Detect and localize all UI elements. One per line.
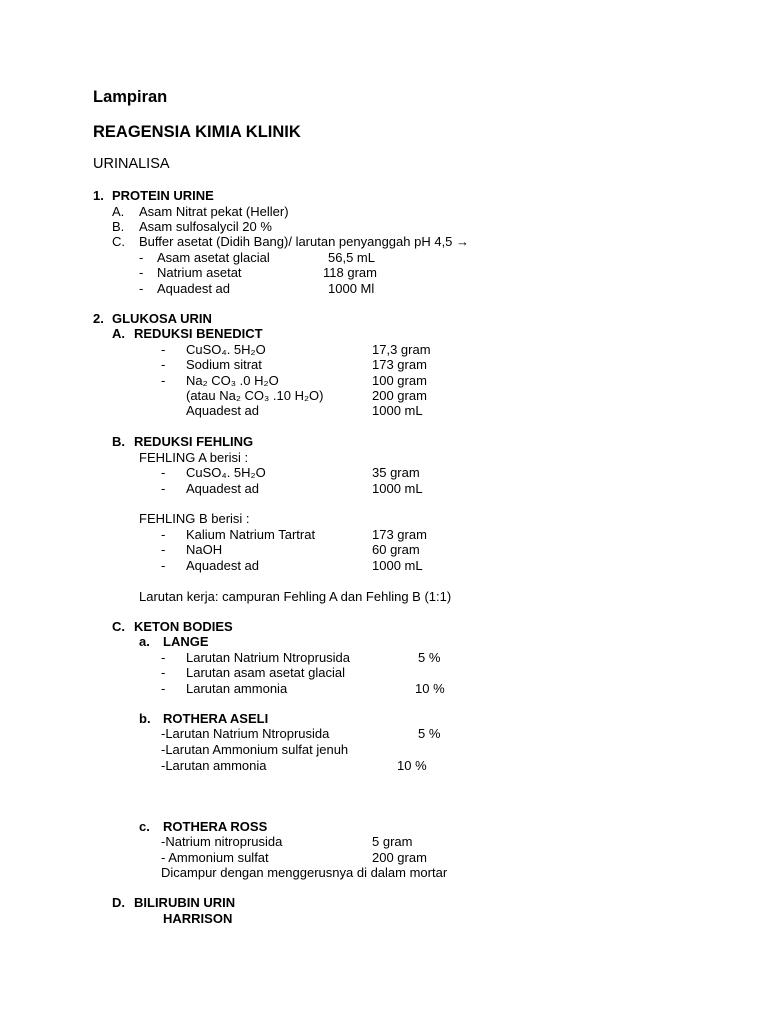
list-dash: - xyxy=(161,527,166,542)
ingredient-name: Kalium Natrium Tartrat xyxy=(186,527,316,542)
ingredient-name: Aquadest ad xyxy=(186,481,260,496)
list-dash: - xyxy=(161,665,166,680)
ingredient-amount: 5 % xyxy=(418,726,441,741)
method-marker: c. xyxy=(139,819,150,834)
ingredient-name: (atau Na₂ CO₃ .10 H₂O) xyxy=(186,388,324,403)
ingredient-amount: 100 gram xyxy=(372,373,427,388)
section-number: 1. xyxy=(93,188,104,203)
subsection-title: REDUKSI FEHLING xyxy=(134,434,254,449)
list-dash: - xyxy=(139,281,144,296)
list-dash: - xyxy=(161,342,166,357)
method-marker: a. xyxy=(139,634,150,649)
list-marker: C. xyxy=(112,234,125,249)
ingredient-name: -Larutan Ammonium sulfat jenuh xyxy=(161,742,349,757)
ingredient-name: Sodium sitrat xyxy=(186,357,262,372)
note-text: Larutan kerja: campuran Fehling A dan Fehling B (1:1) xyxy=(139,589,452,604)
list-dash: - xyxy=(161,373,166,388)
page-title: Lampiran xyxy=(93,88,168,106)
ingredient-amount: 17,3 gram xyxy=(372,342,431,357)
ingredient-name: NaOH xyxy=(186,542,223,557)
section-heading: URINALISA xyxy=(93,156,170,172)
subsection-title: KETON BODIES xyxy=(134,619,233,634)
ingredient-amount: 200 gram xyxy=(372,850,427,865)
ingredient-name: Larutan Natrium Ntroprusida xyxy=(186,650,351,665)
reagent-item: Buffer asetat (Didih Bang)/ larutan penyanggah pH 4,5 → xyxy=(139,234,470,249)
ingredient-name: - Ammonium sulfat xyxy=(161,850,269,865)
ingredient-name: Larutan ammonia xyxy=(186,681,288,696)
method-title: HARRISON xyxy=(163,911,233,926)
reagent-label: FEHLING B berisi : xyxy=(139,511,250,526)
method-marker: b. xyxy=(139,711,151,726)
ingredient-name: Aquadest ad xyxy=(186,403,260,418)
list-dash: - xyxy=(161,542,166,557)
method-title: ROTHERA ROSS xyxy=(163,819,268,834)
section-title: PROTEIN URINE xyxy=(112,188,214,203)
ingredient-name: -Larutan Natrium Ntroprusida xyxy=(161,726,330,741)
list-dash: - xyxy=(161,481,166,496)
list-dash: - xyxy=(161,650,166,665)
list-marker: A. xyxy=(112,204,125,219)
reagent-item: Asam sulfosalycil 20 % xyxy=(139,219,272,234)
ingredient-amount: 5 % xyxy=(418,650,441,665)
ingredient-amount: 35 gram xyxy=(372,465,420,480)
list-dash: - xyxy=(161,558,166,573)
ingredient-amount: 173 gram xyxy=(372,527,427,542)
list-dash: - xyxy=(139,265,144,280)
ingredient-amount: 200 gram xyxy=(372,388,427,403)
list-dash: - xyxy=(161,357,166,372)
ingredient-amount: 173 gram xyxy=(372,357,427,372)
ingredient-name: CuSO₄. 5H₂O xyxy=(186,342,266,357)
ingredient-amount: 1000 mL xyxy=(372,481,423,496)
subsection-marker: C. xyxy=(112,619,125,634)
subsection-marker: B. xyxy=(112,434,125,449)
list-dash: - xyxy=(161,681,166,696)
method-title: ROTHERA ASELI xyxy=(163,711,269,726)
list-dash: - xyxy=(139,250,144,265)
note-text: Dicampur dengan menggerusnya di dalam mortar xyxy=(161,865,448,880)
ingredient-amount: 1000 Ml xyxy=(328,281,375,296)
ingredient-name: Na₂ CO₃ .0 H₂O xyxy=(186,373,279,388)
section-number: 2. xyxy=(93,311,104,326)
ingredient-amount: 1000 mL xyxy=(372,403,423,418)
ingredient-name: Larutan asam asetat glacial xyxy=(186,665,345,680)
subsection-title: REDUKSI BENEDICT xyxy=(134,326,263,341)
ingredient-amount: 5 gram xyxy=(372,834,413,849)
method-title: LANGE xyxy=(163,634,209,649)
ingredient-amount: 60 gram xyxy=(372,542,420,557)
ingredient-amount: 1000 mL xyxy=(372,558,423,573)
ingredient-name: -Natrium nitroprusida xyxy=(161,834,283,849)
main-heading: REAGENSIA KIMIA KLINIK xyxy=(93,123,301,141)
ingredient-name: Natrium asetat xyxy=(157,265,242,280)
list-marker: B. xyxy=(112,219,125,234)
ingredient-amount: 56,5 mL xyxy=(328,250,375,265)
ingredient-name: Asam asetat glacial xyxy=(157,250,270,265)
ingredient-name: Aquadest ad xyxy=(186,558,260,573)
ingredient-amount: 10 % xyxy=(397,758,427,773)
list-dash: - xyxy=(161,465,166,480)
ingredient-name: -Larutan ammonia xyxy=(161,758,267,773)
subsection-marker: A. xyxy=(112,326,125,341)
section-title: GLUKOSA URIN xyxy=(112,311,212,326)
reagent-label: FEHLING A berisi : xyxy=(139,450,249,465)
subsection-marker: D. xyxy=(112,895,125,910)
ingredient-name: Aquadest ad xyxy=(157,281,231,296)
ingredient-amount: 10 % xyxy=(415,681,445,696)
reagent-item: Asam Nitrat pekat (Heller) xyxy=(139,204,289,219)
subsection-title: BILIRUBIN URIN xyxy=(134,895,236,910)
ingredient-amount: 118 gram xyxy=(323,265,377,280)
ingredient-name: CuSO₄. 5H₂O xyxy=(186,465,266,480)
